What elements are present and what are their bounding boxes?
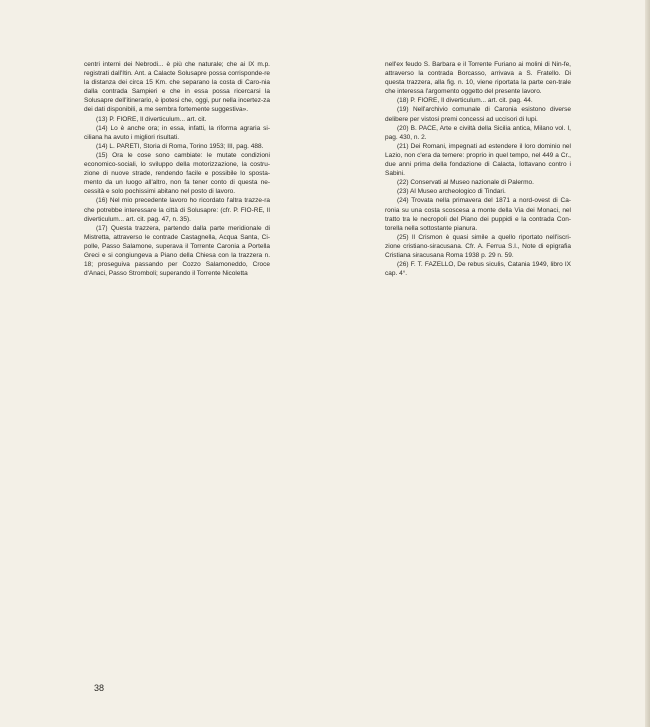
note-paragraph: centri interni dei Nebrodi... è più che naturale; che ai IX m.p. registrati dall'Itin. Ant. a Calacte Solusapre possa corrisponde-re la distanza dei circa 15 Km. che separano la costa di Caro-nia dalla contrada Sampieri e che in essa possa ricercarsi la Solusapre dell'itinerario, è ipotesi che, oggi, pur nella incertez-za dei dati disponibili, a me sembra fortemente suggestiva».	[84, 61, 270, 114]
note-23: (23) Al Museo archeologico di Tindari.	[397, 188, 506, 196]
note-continuation: nell'ex feudo S. Barbara e il Torrente Furiano ai molini di Nin-fe, attraverso la contrada Borcasso, arrivava a S. Fratello. Di questa trazzera, alla fig. n. 10, viene riportata la parte cen-trale che interessa l'argomento oggetto del presente lavoro.	[385, 61, 571, 96]
note-18: (18) P. FIORE, Il diverticulum... art. cit. pag. 44.	[397, 97, 533, 105]
right-column	[385, 60, 571, 278]
left-column	[84, 60, 270, 278]
note-24: (24) Trovata nella primavera del 1871 a nord-ovest di Ca-ronia su una costa scoscesa a monte della Via dei Monaci, nel tratto tra le necropoli del Piano dei puppidi e la contrada Con-torella nella sottostante pianura.	[385, 197, 571, 232]
note-17: (17) Questa trazzera, partendo dalla parte meridionale di Mistretta, attraverso le contrade Castagnella, Acqua Santa, Ci-polle, Passo Salamone, superava il Torrente Caronia a Portella Greci e si congiungeva a Piano della Chiesa con la trazzera n. 18; proseguiva passando per Cozzo Salamoneddo, Croce d'Anaci, Passo Stromboli; superando il Torrente Nicoletta	[84, 224, 270, 278]
note-15: (15) Ora le cose sono cambiate: le mutate condizioni economico-sociali, lo sviluppo della motorizzazione, la costru-zione di nuove strade, rendendo facile e possibile lo sposta-mento da un luogo all'altro, non fa tener conto di questa ne-cessità e solo pochissimi abitano nel posto di lavoro.	[84, 151, 270, 196]
note-19: (19) Nell'archivio comunale di Caronia esistono diverse delibere per vistosi premi concessi ad uccisori di lupi.	[385, 106, 571, 123]
page-edge-shadow	[645, 0, 650, 727]
note-21: (21) Dei Romani, impegnati ad estendere il loro dominio nel Lazio, non c'era da temere: proprio in quel tempo, nel 449 a Cr., due anni prima della fondazione di Calacta, lottavano contro i Sabini.	[385, 142, 571, 178]
page-number: 38	[94, 683, 105, 693]
note-14b: (14) L. PARETI, Storia di Roma, Torino 1953; III, pag. 488.	[96, 142, 264, 150]
note-13: (13) P. FIORE, Il diverticulum... art. cit.	[96, 115, 207, 123]
note-26: (26) F. T. FAZELLO, De rebus siculis, Catania 1949, libro IX cap. 4°.	[385, 261, 571, 278]
note-20: (20) B. PACE, Arte e civiltà della Sicilia antica, Milano vol. I, pag. 430, n. 2.	[385, 124, 571, 141]
note-14a: (14) Lo è anche ora; in essa, infatti, la riforma agraria si-ciliana ha avuto i migliori risultati.	[84, 124, 270, 141]
note-25: (25) Il Crismon è quasi simile a quello riportato nell'iscri-zione cristiano-siracusana. Cfr. A. Ferrua S.I., Note di epigrafia Cristiana siracusana Roma 1938 p. 29 n. 59.	[385, 233, 571, 259]
note-22: (22) Conservati al Museo nazionale di Palermo.	[397, 179, 534, 187]
note-16: (16) Nel mio precedente lavoro ho ricordato l'altra trazze-ra che potrebbe interessare la città di Solusapre: (cfr. P. FIO-RE, Il diverticulum... art. cit. pag. 47, n. 35).	[84, 197, 270, 223]
